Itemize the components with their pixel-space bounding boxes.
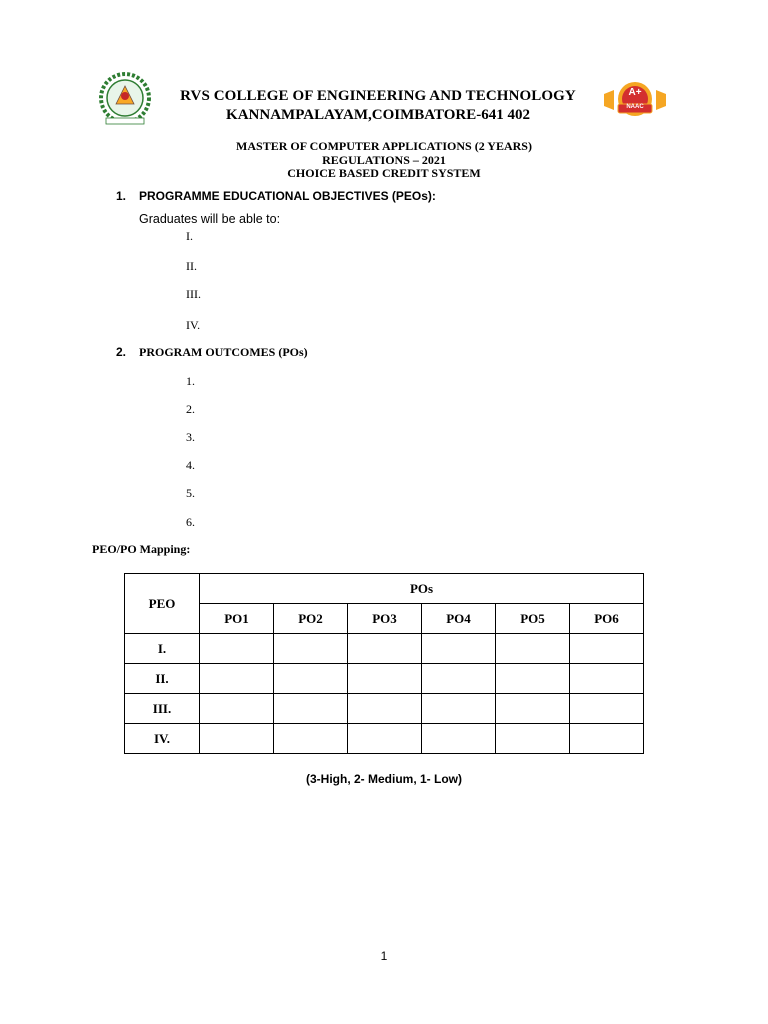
mapping-cell (348, 634, 422, 664)
po-column-header: PO4 (422, 604, 496, 634)
po-item: 4. (186, 458, 195, 472)
mapping-cell (496, 664, 570, 694)
section2-number: 2. (116, 345, 127, 359)
page-number: 1 (380, 949, 388, 963)
mapping-cell (422, 694, 496, 724)
mapping-cell (348, 724, 422, 754)
programme-regulations: REGULATIONS – 2021 (322, 153, 446, 167)
mapping-cell (422, 724, 496, 754)
table-header-row (125, 574, 644, 604)
peo-po-mapping-table (124, 573, 644, 754)
mapping-cell (200, 724, 274, 754)
po-column-header: PO6 (570, 604, 644, 634)
mapping-cell (348, 694, 422, 724)
peo-item: II. (186, 259, 197, 273)
college-emblem-logo (98, 72, 152, 126)
table-row (125, 694, 644, 724)
mapping-cell (570, 664, 644, 694)
peo-row-label: IV. (125, 724, 200, 754)
table-subheader-row (125, 604, 644, 634)
peo-row-label: I. (125, 634, 200, 664)
programme-credit-system: CHOICE BASED CREDIT SYSTEM (287, 166, 481, 180)
section1-intro: Graduates will be able to: (139, 212, 281, 226)
po-item: 6. (186, 515, 195, 529)
mapping-cell (570, 724, 644, 754)
college-address: KANNAMPALAYAM,COIMBATORE-641 402 (226, 107, 530, 123)
mapping-title: PEO/PO Mapping: (92, 542, 191, 556)
po-item: 5. (186, 486, 195, 500)
po-column-header: PO1 (200, 604, 274, 634)
mapping-cell (274, 634, 348, 664)
naac-grade: A+ (628, 87, 642, 98)
table-row (125, 724, 644, 754)
pos-header-cell: POs (200, 574, 644, 604)
mapping-cell (200, 694, 274, 724)
mapping-cell (422, 634, 496, 664)
mapping-cell (496, 634, 570, 664)
table-row (125, 634, 644, 664)
peo-item: IV. (186, 318, 201, 332)
mapping-cell (422, 664, 496, 694)
table-row (125, 664, 644, 694)
peo-row-label: II. (125, 664, 200, 694)
po-item: 3. (186, 430, 195, 444)
po-item: 1. (186, 374, 195, 388)
section1-title: PROGRAMME EDUCATIONAL OBJECTIVES (PEOs): (139, 189, 436, 203)
naac-badge-logo (600, 80, 670, 118)
mapping-cell (496, 694, 570, 724)
po-column-header: PO5 (496, 604, 570, 634)
section2-title: PROGRAM OUTCOMES (POs) (139, 345, 308, 359)
mapping-legend: (3-High, 2- Medium, 1- Low) (306, 772, 462, 786)
peo-row-label: III. (125, 694, 200, 724)
college-name: RVS COLLEGE OF ENGINEERING AND TECHNOLOGY (180, 88, 576, 104)
mapping-cell (274, 724, 348, 754)
mapping-cell (570, 634, 644, 664)
mapping-cell (496, 724, 570, 754)
mapping-cell (570, 694, 644, 724)
peo-item: I. (186, 229, 193, 243)
naac-label: NAAC (626, 104, 644, 110)
po-column-header: PO2 (274, 604, 348, 634)
peo-header-cell: PEO (125, 574, 200, 634)
mapping-cell (200, 634, 274, 664)
naac-badge-icon (600, 80, 670, 118)
section1-number: 1. (116, 189, 127, 203)
mapping-cell (274, 664, 348, 694)
mapping-cell (274, 694, 348, 724)
mapping-cell (348, 664, 422, 694)
po-column-header: PO3 (348, 604, 422, 634)
po-item: 2. (186, 402, 195, 416)
mapping-cell (200, 664, 274, 694)
peo-item: III. (186, 287, 201, 301)
programme-title: MASTER OF COMPUTER APPLICATIONS (2 YEARS) (236, 139, 532, 153)
